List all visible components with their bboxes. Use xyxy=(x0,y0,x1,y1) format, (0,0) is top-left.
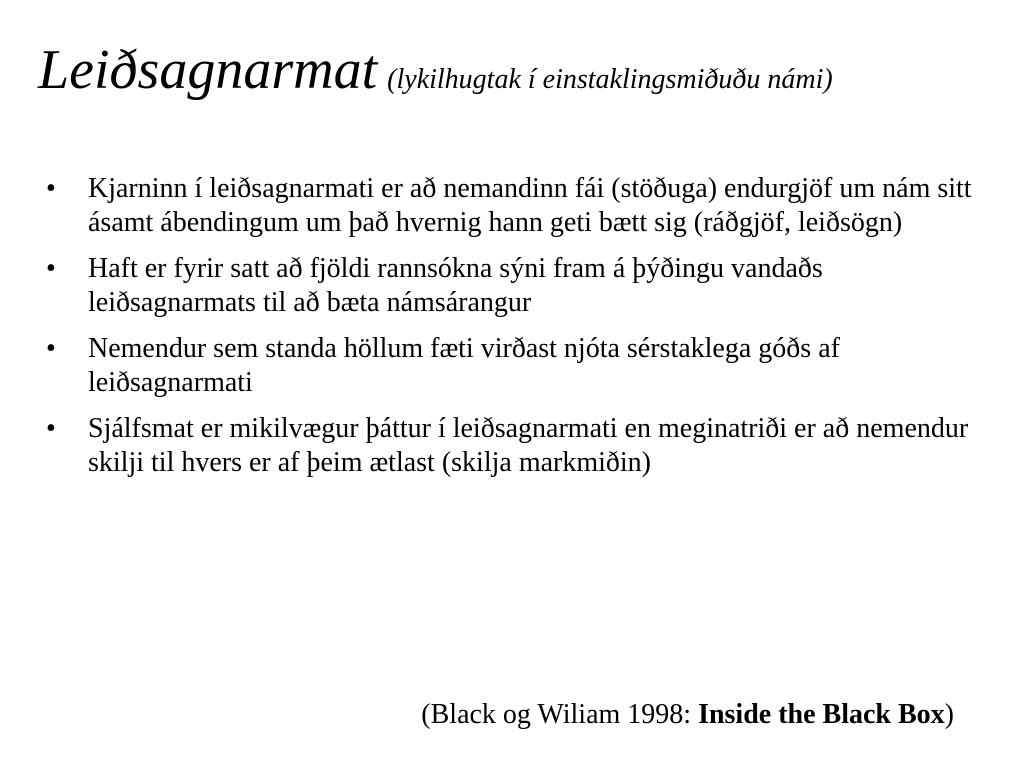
bullet-text: Haft er fyrir satt að fjöldi rannsókna sýni fram á þýðingu vandaðs leiðsagnarmats til að bæta námsárangur xyxy=(88,253,823,318)
bullet-text: Sjálfsmat er mikilvægur þáttur í leiðsagnarmati en meginatriði er að nemendur skilji til hvers er af þeim ætlast (skilja markmiðin) xyxy=(88,413,969,478)
bullet-text: Kjarninn í leiðsagnarmati er að nemandinn fái (stöðuga) endurgjöf um nám sitt ásamt ábendingum um það hvernig hann geti bætt sig (ráðgjöf, leiðsögn) xyxy=(88,173,972,238)
citation xyxy=(421,698,954,732)
bullet-item xyxy=(46,412,986,480)
slide-title xyxy=(38,39,833,101)
bullet-dot-icon: • xyxy=(46,413,56,444)
slide-title-subtitle: (lykilhugtak í einstaklingsmiðuðu námi) xyxy=(387,64,833,95)
bullet-item xyxy=(46,332,986,400)
bullet-item xyxy=(46,252,986,320)
bullet-list xyxy=(46,172,986,492)
bullet-text: Nemendur sem standa höllum fæti virðast njóta sérstaklega góðs af leiðsagnarmati xyxy=(88,333,840,398)
slide-title-main: Leiðsagnarmat xyxy=(38,39,378,101)
citation-title: Inside the Black Box xyxy=(698,699,945,730)
bullet-dot-icon: • xyxy=(46,173,56,204)
citation-close: ) xyxy=(944,699,954,730)
citation-open: (Black og Wiliam 1998: xyxy=(421,699,699,730)
bullet-item xyxy=(46,172,986,240)
bullet-dot-icon: • xyxy=(46,253,56,284)
bullet-dot-icon: • xyxy=(46,333,56,364)
